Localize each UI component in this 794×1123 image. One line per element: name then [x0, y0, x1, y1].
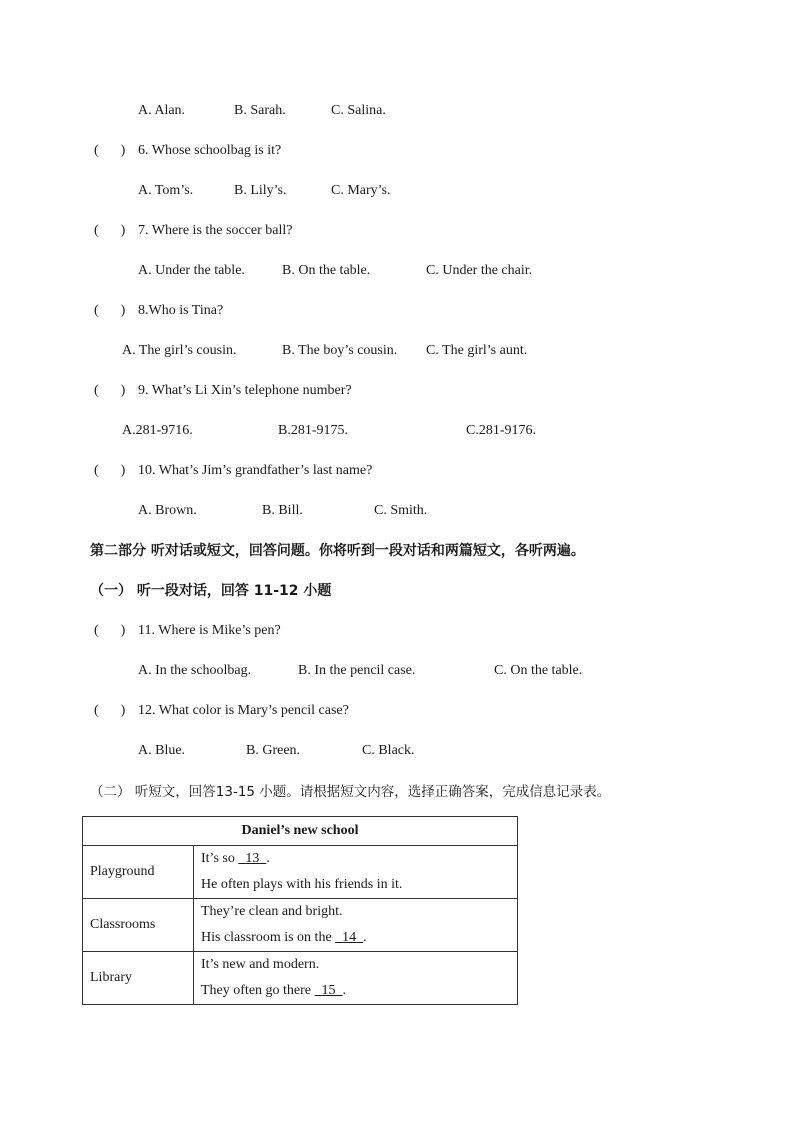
row-content: They’re clean and bright. His classroom is on the 14 . [194, 899, 518, 952]
q9-answer-blank[interactable]: ( ) [94, 383, 126, 398]
row-label: Classrooms [83, 899, 194, 952]
q8-option-c: C. The girl’s aunt. [426, 343, 528, 358]
row-content: It’s new and modern. They often go there 15 . [194, 952, 518, 1005]
row-label: Playground [83, 846, 194, 899]
q7-option-a: A. Under the table. [138, 263, 245, 278]
q11-option-b: B. In the pencil case. [298, 663, 416, 678]
q12-answer-blank[interactable]: ( ) [94, 703, 126, 718]
q9-question: 9. What’s Li Xin’s telephone number? [138, 383, 352, 398]
q5-option-c: C. Salina. [331, 103, 386, 118]
q7-question: 7. Where is the soccer ball? [138, 223, 293, 238]
q12-question: 12. What color is Mary’s pencil case? [138, 703, 349, 718]
q8-option-b: B. The boy’s cousin. [282, 343, 398, 358]
q10-answer-blank[interactable]: ( ) [94, 463, 126, 478]
section2-heading: （二） 听短文，回答13-15 小题。请根据短文内容，选择正确答案，完成信息记录表。 [90, 784, 611, 800]
q11-answer-blank[interactable]: ( ) [94, 623, 126, 638]
q10-option-c: C. Smith. [374, 503, 428, 518]
q7-option-c: C. Under the chair. [426, 263, 533, 278]
q9-option-b: B.281-9175. [278, 423, 348, 438]
q8-option-a: A. The girl’s cousin. [122, 343, 237, 358]
row-label: Library [83, 952, 194, 1005]
table-row-classrooms [83, 899, 518, 952]
table-row-library [83, 952, 518, 1005]
q12-option-b: B. Green. [246, 743, 301, 758]
q5-option-a: A. Alan. [138, 103, 186, 118]
q7-answer-blank[interactable]: ( ) [94, 223, 126, 238]
q6-option-c: C. Mary’s. [331, 183, 391, 198]
q9-option-a: A.281-9716. [122, 423, 193, 438]
q11-option-c: C. On the table. [494, 663, 583, 678]
q12-option-c: C. Black. [362, 743, 415, 758]
part2-heading: 第二部分 听对话或短文，回答问题。你将听到一段对话和两篇短文，各听两遍。 [90, 543, 585, 559]
blank-14[interactable]: 14 [342, 930, 357, 945]
q12-option-a: A. Blue. [138, 743, 186, 758]
q6-option-b: B. Lily’s. [234, 183, 287, 198]
q9-option-c: C.281-9176. [466, 423, 536, 438]
q10-option-a: A. Brown. [138, 503, 197, 518]
q6-question: 6. Whose schoolbag is it? [138, 143, 282, 158]
q11-option-a: A. In the schoolbag. [138, 663, 252, 678]
section1-heading: （一） 听一段对话，回答 11-12 小题 [90, 583, 332, 599]
q10-question: 10. What’s Jim’s grandfather’s last name? [138, 463, 373, 478]
blank-13[interactable]: 13 [245, 851, 260, 866]
q6-answer-blank[interactable]: ( ) [94, 143, 126, 158]
q6-option-a: A. Tom’s. [138, 183, 194, 198]
blank-15[interactable]: 15 [321, 983, 336, 998]
q7-option-b: B. On the table. [282, 263, 371, 278]
row-content: It’s so 13 . He often plays with his friends in it. [194, 846, 518, 899]
q8-answer-blank[interactable]: ( ) [94, 303, 126, 318]
table-title: Daniel’s new school [83, 817, 518, 846]
info-record-table [82, 816, 518, 1005]
q5-option-b: B. Sarah. [234, 103, 286, 118]
table-row-playground [83, 846, 518, 899]
q11-question: 11. Where is Mike’s pen? [138, 623, 281, 638]
q8-question: 8.Who is Tina? [138, 303, 224, 318]
q10-option-b: B. Bill. [262, 503, 303, 518]
